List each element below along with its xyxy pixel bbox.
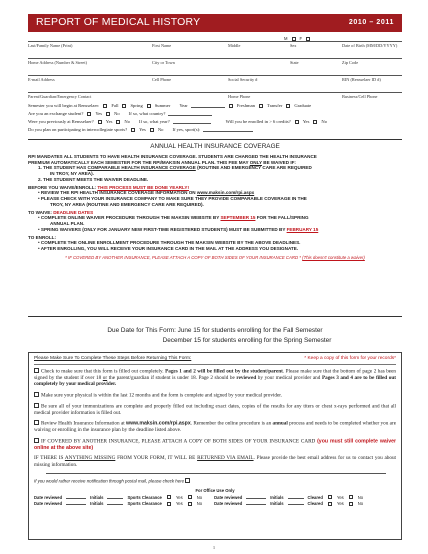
keep-copy-note: * Keep a copy of this form for your records* xyxy=(304,356,396,361)
email-contact-field[interactable] xyxy=(46,470,386,474)
insurance-note: * IF COVERED BY ANOTHER INSURANCE, PLEASE ATTACH A COPY OF BOTH SIDES OF YOUR INSURANCE CARD * (This doesn't constitute a waiver) xyxy=(65,254,365,260)
credits-no-checkbox[interactable] xyxy=(313,120,317,124)
divider xyxy=(28,139,402,140)
home-phone-label: Home Phone xyxy=(228,94,251,99)
previous-question: Were you previously at Rensselaer? Yes No If so, what year? Will you be enrolled in > 6 credits? Yes No xyxy=(28,119,328,124)
step-1-checkbox[interactable] xyxy=(34,368,39,373)
country-field[interactable] xyxy=(168,112,212,116)
postal-mail-checkbox[interactable] xyxy=(185,478,190,483)
name-row-line[interactable] xyxy=(28,41,402,42)
fall-checkbox[interactable] xyxy=(103,104,107,108)
step-3-checkbox[interactable] xyxy=(34,403,39,408)
athletics-yes-checkbox[interactable] xyxy=(131,128,135,132)
city-label: City or Town xyxy=(152,60,175,65)
checklist-box: Please Make Sure To Complete These Steps Before Returning This Form: * Keep a copy of this form for your records* Check to make sure that this form is filled out completely. Pages 1 and 2 will be filled out by the student/parent. Please make sure that the bottom of page 2 has been signed by the student if over 18 or the parent/guardian if student is under 18. Page 2 should be reviewed by your medical provider and Pages 3 and 4 are to be filled out completely by your medical provider. Make sure your physical is within the last 12 months and the form is complete and signed by your medical provider. Be sure all of your immunizations are complete and properly filled out including exact dates, copies of the results for any titers or chest x-rays performed and that all medical provider information is filled out. Review Health Insurance Information at www.maksin.com/rpi.aspx. Remember the online procedure is an annual process and needs to be completed whether you are waiving or enrolling in the insurance plan by the deadline listed above. IF COVERED BY ANOTHER INSURANCE, PLEASE ATTACH A COPY OF BOTH SIDES OF YOUR INSURANCE CARD (you must still complete waiver online at the above site) IF THERE IS ANYTHING MISSING FROM YOUR FORM, IT WILL BE RETURNED VIA EMAIL. Please provide the best email address for us to contact you about missing information. If you would rather receive notification through postal mail, please check here For Office Use Only Date reviewed Initials Sports Clearance Yes No Date reviewed Initials Cleared Yes No Date reviewed Initials Sports Clearance Yes No Date reviewed Initials Cleared Yes No xyxy=(28,352,402,540)
title-banner xyxy=(28,14,402,32)
address-row-line[interactable] xyxy=(28,58,402,59)
exchange-no-checkbox[interactable] xyxy=(106,112,110,116)
guardian-row-line[interactable] xyxy=(28,92,402,93)
rin-label: RIN (Rensselaer ID #) xyxy=(342,77,381,82)
email-label: E-mail Address xyxy=(28,77,55,82)
home-address-label: Home Address (Number & Street) xyxy=(28,60,87,65)
exchange-yes-checkbox[interactable] xyxy=(87,112,91,116)
maksin-link[interactable]: www.maksin.com/rpi.aspx xyxy=(126,420,191,427)
checklist-heading: Please Make Sure To Complete These Steps Before Returning This Form: xyxy=(34,356,192,361)
office-row-2: Date reviewed Initials Sports Clearance Yes No Date reviewed Initials Cleared Yes No xyxy=(34,500,364,506)
maksin-link[interactable]: www.maksin.com/rpi.aspx xyxy=(196,190,255,196)
previous-no-checkbox[interactable] xyxy=(116,120,120,124)
year-field[interactable] xyxy=(191,104,225,108)
credits-yes-checkbox[interactable] xyxy=(295,120,299,124)
state-label: State xyxy=(290,60,299,65)
sex-label: Sex xyxy=(290,43,297,48)
previous-year-field[interactable] xyxy=(173,120,211,124)
insurance-heading: ANNUAL HEALTH INSURANCE COVERAGE xyxy=(150,143,280,150)
cell-phone-label: Cell Phone xyxy=(152,77,171,82)
zip-label: Zip Code xyxy=(342,60,359,65)
page-title: REPORT OF MEDICAL HISTORY xyxy=(36,16,201,29)
contact-row-line[interactable] xyxy=(28,75,402,76)
ssn-label: Social Security # xyxy=(228,77,258,82)
academic-year: 2010 – 2011 xyxy=(348,18,394,26)
first-name-label: First Name xyxy=(152,43,172,48)
summer-checkbox[interactable] xyxy=(147,104,151,108)
office-use-block: For Office Use Only Date reviewed Initials Sports Clearance Yes No Date reviewed Initials Cleared Yes No Date reviewed Initials Sports Clearance Yes No Date reviewed Initials Cleared Yes No xyxy=(34,488,396,506)
athletics-question: Do you plan on participating in intercollegiate sports? Yes No If yes, sport(s): xyxy=(28,127,253,133)
previous-yes-checkbox[interactable] xyxy=(98,120,102,124)
semester-question: Semester you will begin at Rensselaer: Fall Spring Summer Year Freshman Transfer Graduate xyxy=(28,103,312,108)
divider xyxy=(28,316,402,317)
step-4-checkbox[interactable] xyxy=(34,420,39,425)
due-date-line-2: December 15 for students enrolling for the Spring Semester xyxy=(162,337,332,344)
business-phone-label: Business/Cell Phone xyxy=(342,94,378,99)
step-5-checkbox[interactable] xyxy=(34,438,39,443)
due-date-line-1: Due Date for This Form: June 15 for students enrolling for the Fall Semester xyxy=(107,327,323,334)
insurance-section: ANNUAL HEALTH INSURANCE COVERAGE RPI MANDATES ALL STUDENTS TO HAVE HEALTH INSURANCE COVERAGE. STUDENTS ARE CHARGED THE HEALTH INSURANCE PREMIUM AUTOMATICALLY EACH SEMESTER FOR THE RPI/MAKSIN ANNUAL PLAN. THIS FEE MAY ONLY BE WAIVED IF: 1. THE STUDENT HAS COMPARABLE HEALTH INSURANCE COVERAGE (ROUTINE AND EMERGENCY CARE ARE REQUIRED IN TROY, NY AREA). 2. THE STUDENT MEETS THE WAIVER DEADLINE. BEFORE YOU WAIVE/ENROLL: THIS PROCESS MUST BE DONE YEARLY! • REVIEW THE RPI HEALTH INSURANCE COVERAGE INFORMATION ON www.maksin.com/rpi.aspx • PLEASE CHECK WITH YOUR INSURANCE COMPANY TO MAKE SURE THEY PROVIDE COMPARABLE COVERAGE IN THE TROY, NY AREA (ROUTINE AND EMERGENCY CARE ARE REQUIRED). TO WAIVE: DEADLINE DATES • COMPLETE ONLINE WAIVER PROCEDURE THROUGH THE MAKSIN WEBSITE BY SEPTEMBER 15 FOR THE FALL/SPRING ANNUAL PLAN. • SPRING WAIVERS (ONLY FOR JANUARY NEW FIRST-TIME REGISTERED STUDENTS) MUST BE SUBMITTED BY FEBRUARY 15 TO ENROLL: • COMPLETE THE ONLINE ENROLLMENT PROCEDURE THROUGH THE MAKSIN WEBSITE BY THE ABOVE DEADLINES. • AFTER ENROLLING, YOU WILL RECEIVE YOUR INSURANCE CARD IN THE MAIL AT THE ADDRESS YOU DESIGNATE. * IF COVERED BY ANOTHER INSURANCE, PLEASE ATTACH A COPY OF BOTH SIDES OF YOUR INSURANCE CARD * (This doesn't constitute a waiver) xyxy=(28,143,402,260)
last-name-label: Last/Family Name (Print) xyxy=(28,43,73,48)
freshman-checkbox[interactable] xyxy=(229,104,233,108)
athletics-no-checkbox[interactable] xyxy=(150,128,154,132)
middle-name-label: Middle xyxy=(228,43,241,48)
step-2-checkbox[interactable] xyxy=(34,392,39,397)
guardian-label: Parent/Guardian/Emergency Contact xyxy=(28,94,92,99)
exchange-question: Are you an exchange student? Yes No If so, what country? xyxy=(28,111,212,117)
spring-checkbox[interactable] xyxy=(122,104,126,108)
dob-label: Date of Birth (MM/DD/YYYY) xyxy=(342,43,398,48)
office-row-1: Date reviewed Initials Sports Clearance Yes No Date reviewed Initials Cleared Yes No xyxy=(34,494,364,500)
graduate-checkbox[interactable] xyxy=(286,104,290,108)
transfer-checkbox[interactable] xyxy=(259,104,263,108)
sex-options: M F xyxy=(284,36,311,41)
sports-field[interactable] xyxy=(203,128,253,132)
page-number: 1 xyxy=(213,545,215,550)
